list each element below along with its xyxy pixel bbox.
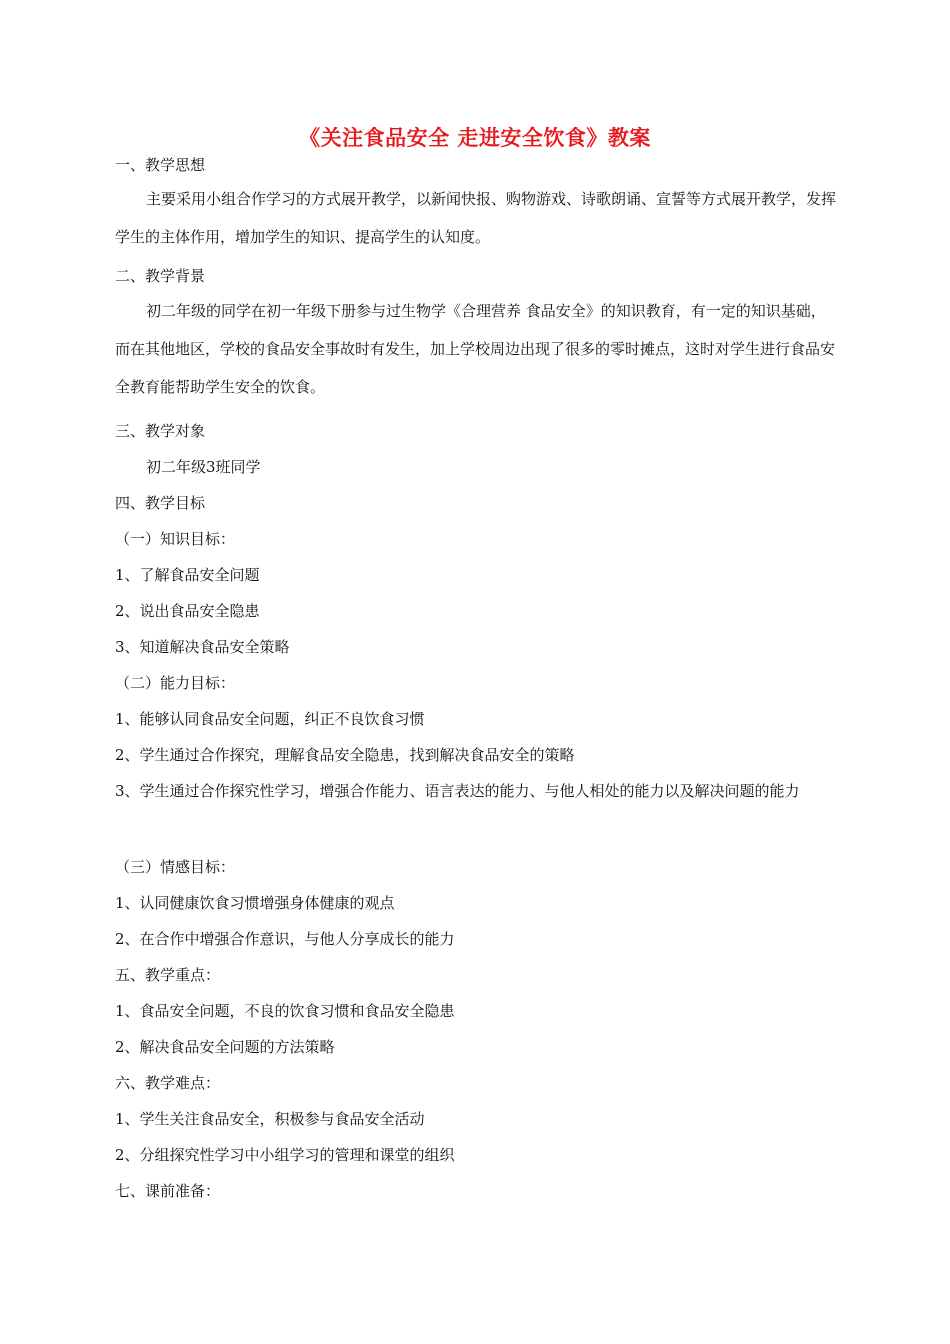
list-item: 1、了解食品安全问题 — [115, 566, 260, 584]
list-item: 3、知道解决食品安全策略 — [115, 638, 290, 656]
list-item: 1、能够认同食品安全问题，纠正不良饮食习惯 — [115, 710, 425, 728]
background-paragraph: 初二年级的同学在初一年级下册参与过生物学《合理营养 食品安全》的知识教育，有一定的知识基础，而在其他地区，学校的食品安全事故时有发生，加上学校周边出现了很多的零时摊点，这时对学生进行食品安全教育能帮助学生安全的饮食。 — [115, 302, 836, 396]
section-heading-teaching-idea: 一、教学思想 — [115, 156, 206, 174]
list-item: 2、学生通过合作探究，理解食品安全隐患，找到解决食品安全的策略 — [115, 746, 575, 764]
section-heading-key-points: 五、教学重点： — [115, 966, 221, 984]
audience-text: 初二年级3班同学 — [146, 458, 261, 476]
section-heading-objectives: 四、教学目标 — [115, 494, 206, 512]
list-item: 1、认同健康饮食习惯增强身体健康的观点 — [115, 894, 395, 912]
section-heading-audience: 三、教学对象 — [115, 422, 206, 440]
section-heading-background: 二、教学背景 — [115, 267, 206, 285]
teaching-idea-paragraph: 主要采用小组合作学习的方式展开教学，以新闻快报、购物游戏、诗歌朗诵、宣誓等方式展开教学，发挥学生的主体作用，增加学生的知识、提高学生的认知度。 — [115, 190, 837, 246]
document-title: 《关注食品安全 走进安全饮食》教案 — [299, 126, 651, 150]
list-item: 2、解决食品安全问题的方法策略 — [115, 1038, 335, 1056]
list-item: 1、学生关注食品安全，积极参与食品安全活动 — [115, 1110, 425, 1128]
list-item: 2、在合作中增强合作意识，与他人分享成长的能力 — [115, 930, 455, 948]
section-heading-preparation: 七、课前准备： — [115, 1182, 221, 1200]
ability-objectives-heading: （二）能力目标： — [115, 674, 236, 692]
list-item: 1、食品安全问题，不良的饮食习惯和食品安全隐患 — [115, 1002, 455, 1020]
list-item: 2、分组探究性学习中小组学习的管理和课堂的组织 — [115, 1146, 455, 1164]
list-item: 3、学生通过合作探究性学习，增强合作能力、语言表达的能力、与他人相处的能力以及解决问题的能力 — [115, 782, 800, 800]
list-item: 2、说出食品安全隐患 — [115, 602, 260, 620]
knowledge-objectives-heading: （一）知识目标： — [115, 530, 236, 548]
section-heading-difficulties: 六、教学难点： — [115, 1074, 221, 1092]
emotion-objectives-heading: （三）情感目标： — [115, 858, 236, 876]
